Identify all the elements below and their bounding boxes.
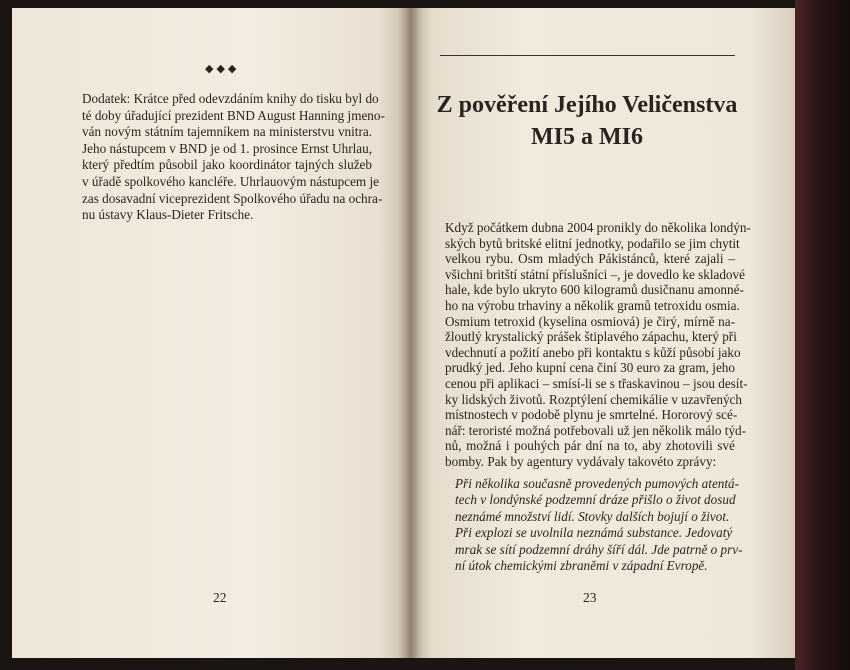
chapter-subtitle: MI5 a MI6 [531, 124, 643, 150]
text-line: ských bytů britské elitní jednotky, podařilo se jim chytit [445, 235, 740, 251]
chapter-title: Z pověření Jejího Veličenstva [436, 92, 738, 118]
text-line: ky lidských životů. Rozptýlení chemikálie v uzavřených [445, 391, 743, 407]
text-line: hale, kde bylo ukryto 600 kilogramů dusičnanu amonné- [445, 282, 744, 298]
page-number-right: 23 [583, 590, 597, 605]
header-rule [440, 55, 735, 56]
text-line: nů, možná i pouhých pár dní na to, aby zhotovili své [445, 438, 735, 454]
text-line: všichni britští státní příslušníci –, je dovedlo ke skladové [445, 266, 745, 282]
text-line: Jeho nástupcem v BND je od 1. prosince Ernst Uhrlau, [82, 140, 372, 156]
text-line: Když počátkem dubna 2004 pronikly do několika londýn- [445, 220, 751, 235]
text-line: mrak se sítí podzemní dráhy šíří dál. Jde patrně o prv- [455, 541, 743, 557]
text-line: cenou při aplikaci – smísí-li se s třaskavinou – jsou desít- [445, 376, 748, 391]
text-line: nář: teroristé možná potřebovali už jen několik málo týd- [445, 422, 747, 438]
text-line: bomby. Pak by agentury vydávaly takovéto zprávy: [445, 454, 717, 469]
text-line: neznámé množství lidí. Stovky dalších bojují o život. [455, 508, 730, 524]
text-line: Při explozi se uvolnila neznámá substance. Jedovatý [455, 525, 733, 541]
text-line: velkou rybu. Osm mladých Pákistánců, které zajali – [445, 251, 735, 267]
text-line: ní útok chemickými zbraněmi v západní Evropě. [455, 558, 708, 573]
book-edge [795, 0, 850, 670]
text-line: nu ústavy Klaus-Dieter Fritsche. [82, 207, 254, 223]
text-line: tech v londýnské podzemní dráze přišlo o život dosud [455, 492, 736, 508]
text-line: ho na výrobu trhaviny a několik gramů tetroxidu osmia. [445, 298, 740, 313]
text-line: žloutlý krystalický prášek štiplavého zápachu, který při [445, 329, 737, 345]
text-line: ván novým státním tajemníkem na ministerstvu vnitra. [82, 124, 372, 140]
text-line: prudký jed. Jeho kupní cena činí 30 euro za gram, jeho [445, 360, 735, 376]
text-line: zas dosavadní viceprezident Spolkového úřadu na ochra- [82, 190, 383, 206]
text-line: Při několika současně provedených pumových atentá- [455, 476, 740, 491]
text-line: Dodatek: Krátce před odevzdáním knihy do tisku byl do [82, 91, 379, 106]
text-line: vdechnutí a požití anebo při kontaktu s kůží působí jako [445, 344, 741, 360]
page-number-left: 22 [213, 590, 227, 605]
section-ornament: ◆◆◆ [205, 63, 240, 75]
text-line: v úřadě spolkového kancléře. Uhrlauovým nástupcem je [82, 174, 379, 189]
text-line: Osmium tetroxid (kyselina osmiová) je čirý, mírně na- [445, 313, 735, 329]
text-line: té doby úřadující prezident BND August Hanning jmeno- [82, 107, 385, 123]
text-line: místnostech v podobě plynu je smrtelné. Hororový scé- [445, 407, 738, 423]
text-line: který předtím působil jako koordinátor tajných služeb [82, 157, 372, 173]
